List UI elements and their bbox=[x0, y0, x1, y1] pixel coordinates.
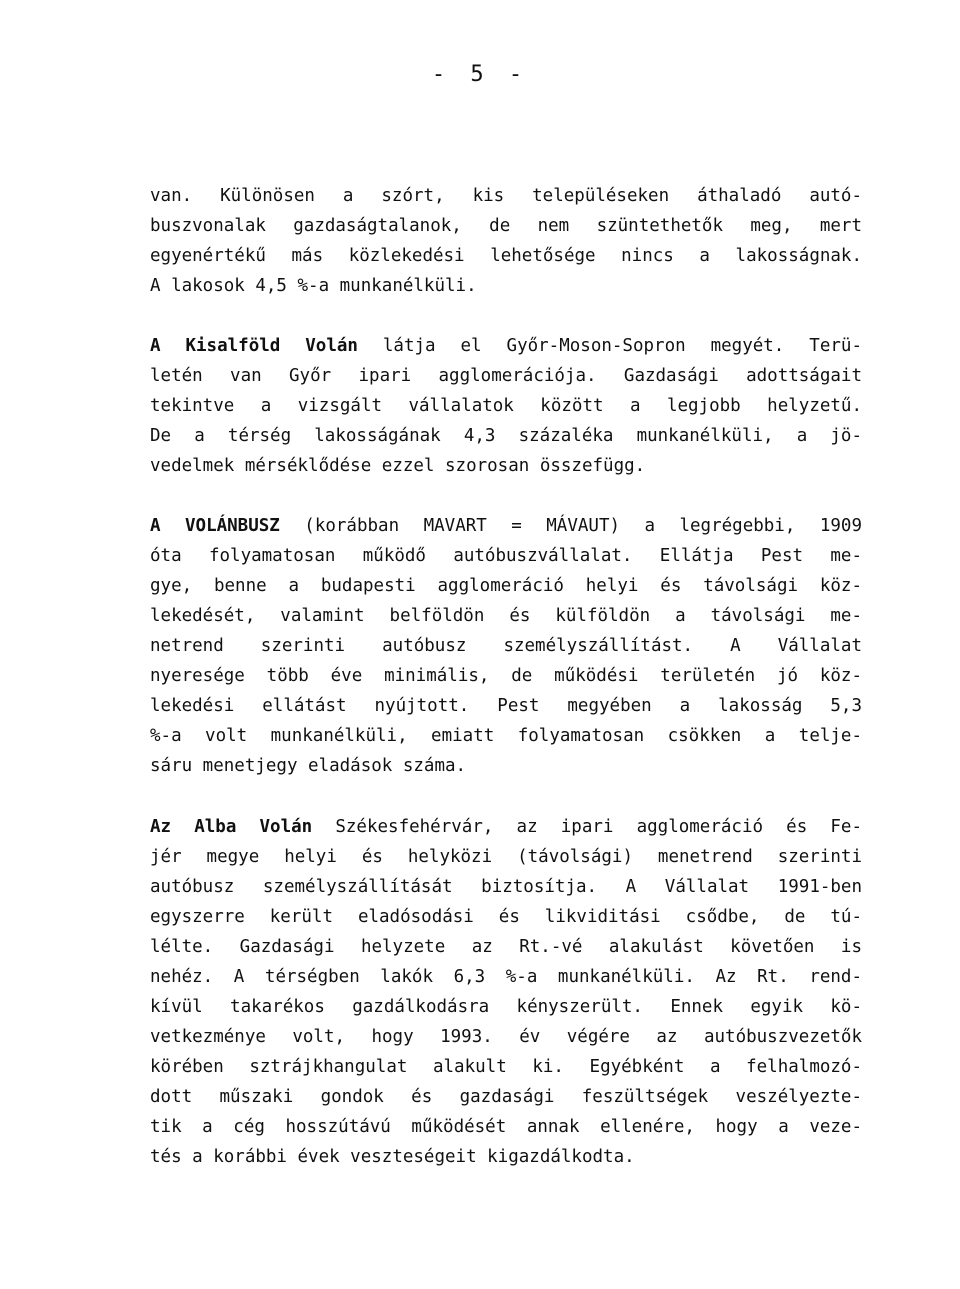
text-segment: látja el Győr-Moson-Sopron megyét. Terü- bbox=[357, 336, 862, 356]
text-line: van. Különösen a szórt, kis településeken áthaladó autó- bbox=[150, 186, 862, 206]
text-line: buszvonalak gazdaságtalanok, de nem szüntethetők meg, mert bbox=[150, 216, 862, 236]
page-number: - 5 - bbox=[431, 62, 529, 87]
text-line: kívül takarékos gazdálkodásra kényszerült. Ennek egyik kö- bbox=[150, 997, 862, 1017]
text-line: gye, benne a budapesti agglomeráció helyi és távolsági köz- bbox=[150, 576, 862, 596]
paragraph-volanbusz bbox=[150, 511, 862, 781]
paragraph-bus-lines bbox=[150, 181, 862, 301]
text-line: sáru menetjegy eladások száma. bbox=[150, 756, 467, 776]
paragraph-alba-volan bbox=[150, 812, 862, 1172]
text-line: egyszerre került eladósodási és likviditási csődbe, de tú- bbox=[150, 907, 862, 927]
text-line: jér megye helyi és helyközi (távolsági) menetrend szerinti bbox=[150, 847, 862, 867]
text-line: óta folyamatosan működő autóbuszvállalat. Ellátja Pest me- bbox=[150, 546, 862, 566]
text-line: lekedési ellátást nyújtott. Pest megyében a lakosság 5,3 bbox=[150, 696, 862, 716]
text-line: De a térség lakosságának 4,3 százaléka munkanélküli, a jö- bbox=[150, 426, 862, 446]
company-name: A VOLÁNBUSZ bbox=[150, 516, 280, 536]
text-line: tekintve a vizsgált vállalatok között a legjobb helyzetű. bbox=[150, 396, 862, 416]
text-line: körében sztrájkhangulat alakult ki. Egyébként a felhalmozó- bbox=[150, 1057, 862, 1077]
text-line: tés a korábbi évek veszteségeit kigazdálkodta. bbox=[150, 1147, 635, 1167]
text-line: dott műszaki gondok és gazdasági feszültségek veszélyezte- bbox=[150, 1087, 862, 1107]
text-line: nehéz. A térségben lakók 6,3 %-a munkanélküli. Az Rt. rend- bbox=[150, 967, 862, 987]
company-name: Az Alba Volán bbox=[150, 817, 313, 837]
text-line: tik a cég hosszútávú működését annak ellenére, hogy a veze- bbox=[150, 1117, 862, 1137]
text-line: A lakosok 4,5 %-a munkanélküli. bbox=[150, 276, 477, 296]
text-line bbox=[150, 511, 862, 541]
company-name: A Kisalföld Volán bbox=[150, 336, 358, 356]
text-line: nyeresége több éve minimális, de működési területén jó köz- bbox=[150, 666, 862, 686]
text-line: letén van Győr ipari agglomerációja. Gazdasági adottságait bbox=[150, 366, 862, 386]
text-line bbox=[150, 812, 862, 842]
text-line: egyenértékű más közlekedési lehetősége nincs a lakosságnak. bbox=[150, 246, 862, 266]
paragraph-kisalfold-volan bbox=[150, 331, 862, 481]
text-line: autóbusz személyszállítását biztosítja. A Vállalat 1991-ben bbox=[150, 877, 862, 897]
text-line: vedelmek mérséklődése ezzel szorosan összefügg. bbox=[150, 456, 646, 476]
text-segment: Székesfehérvár, az ipari agglomeráció és Fe- bbox=[312, 817, 862, 837]
text-line: netrend szerinti autóbusz személyszállítást. A Vállalat bbox=[150, 636, 862, 656]
text-line bbox=[150, 331, 862, 361]
text-line: lélte. Gazdasági helyzete az Rt.-vé alakulást követően is bbox=[150, 937, 862, 957]
text-line: lekedését, valamint belföldön és külföldön a távolsági me- bbox=[150, 606, 862, 626]
text-line: vetkezménye volt, hogy 1993. év végére az autóbuszvezetők bbox=[150, 1027, 862, 1047]
text-segment: (korábban MAVART = MÁVAUT) a legrégebbi, 1909 bbox=[279, 516, 862, 536]
text-line: %-a volt munkanélküli, emiatt folyamatosan csökken a telje- bbox=[150, 726, 862, 746]
